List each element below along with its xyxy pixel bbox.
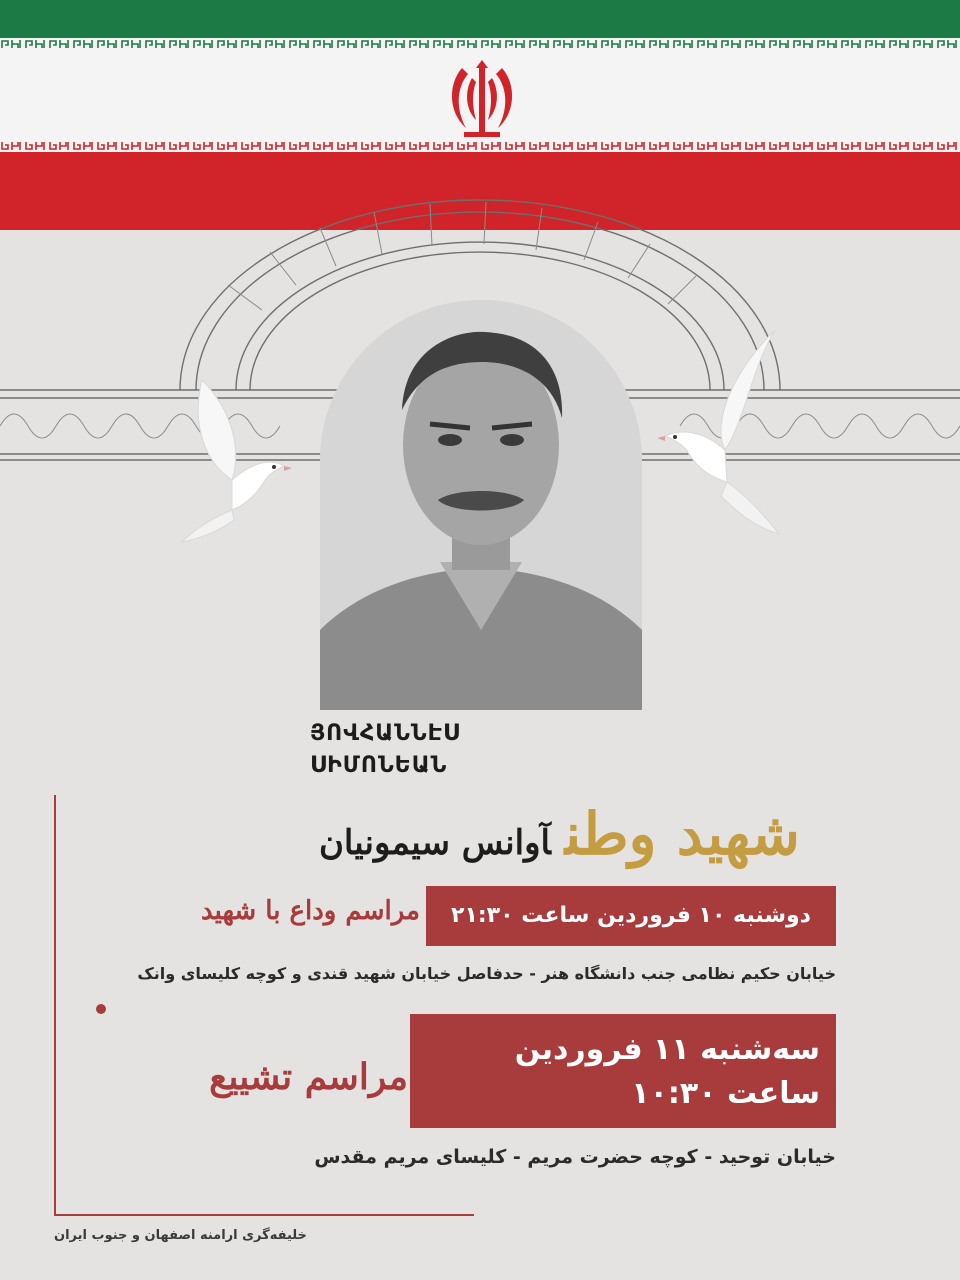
funeral-date: سه‌شنبه ۱۱ فروردین [514,1032,820,1067]
dove-icon [655,320,785,550]
funeral-address: خیابان توحید - کوچه حضرت مریم - کلیسای مریم مقدس [314,1146,836,1168]
portrait-photo [320,300,642,710]
funeral-label: مراسم تشییع [209,1056,408,1098]
title-prefix: شهید وطن [564,800,800,868]
armenian-name-line1: ՅՈՎՀԱՆՆԷՍ [310,721,461,746]
farewell-address: خیابان حکیم نظامی جنب دانشگاه هنر - حدفاصل خیابان شهید قندی و کوچه کلیسای وانک [137,964,836,983]
frame-dot [96,1004,106,1014]
flag-kufic-band-top [0,38,960,50]
armenian-name [310,718,530,782]
frame-horizontal-line [54,1214,474,1216]
dove-icon [172,370,292,550]
flag-green-stripe [0,0,960,40]
farewell-label: مراسم وداع با شهید [200,896,420,926]
footer-organization: خلیفه‌گری ارامنه اصفهان و جنوب ایران [54,1228,307,1243]
armenian-name-line2: ՍԻՄՈՆԵԱՆ [310,753,448,778]
frame-vertical-line [54,795,56,1215]
farewell-datetime-box: دوشنبه ۱۰ فروردین ساعت ۲۱:۳۰ [426,886,836,946]
martyr-name: آوانس سیمونیان [318,823,551,863]
iran-emblem-icon [440,58,524,142]
title [319,800,800,868]
funeral-datetime-box [410,1014,836,1128]
funeral-time: ساعت ۱۰:۳۰ [631,1076,820,1111]
